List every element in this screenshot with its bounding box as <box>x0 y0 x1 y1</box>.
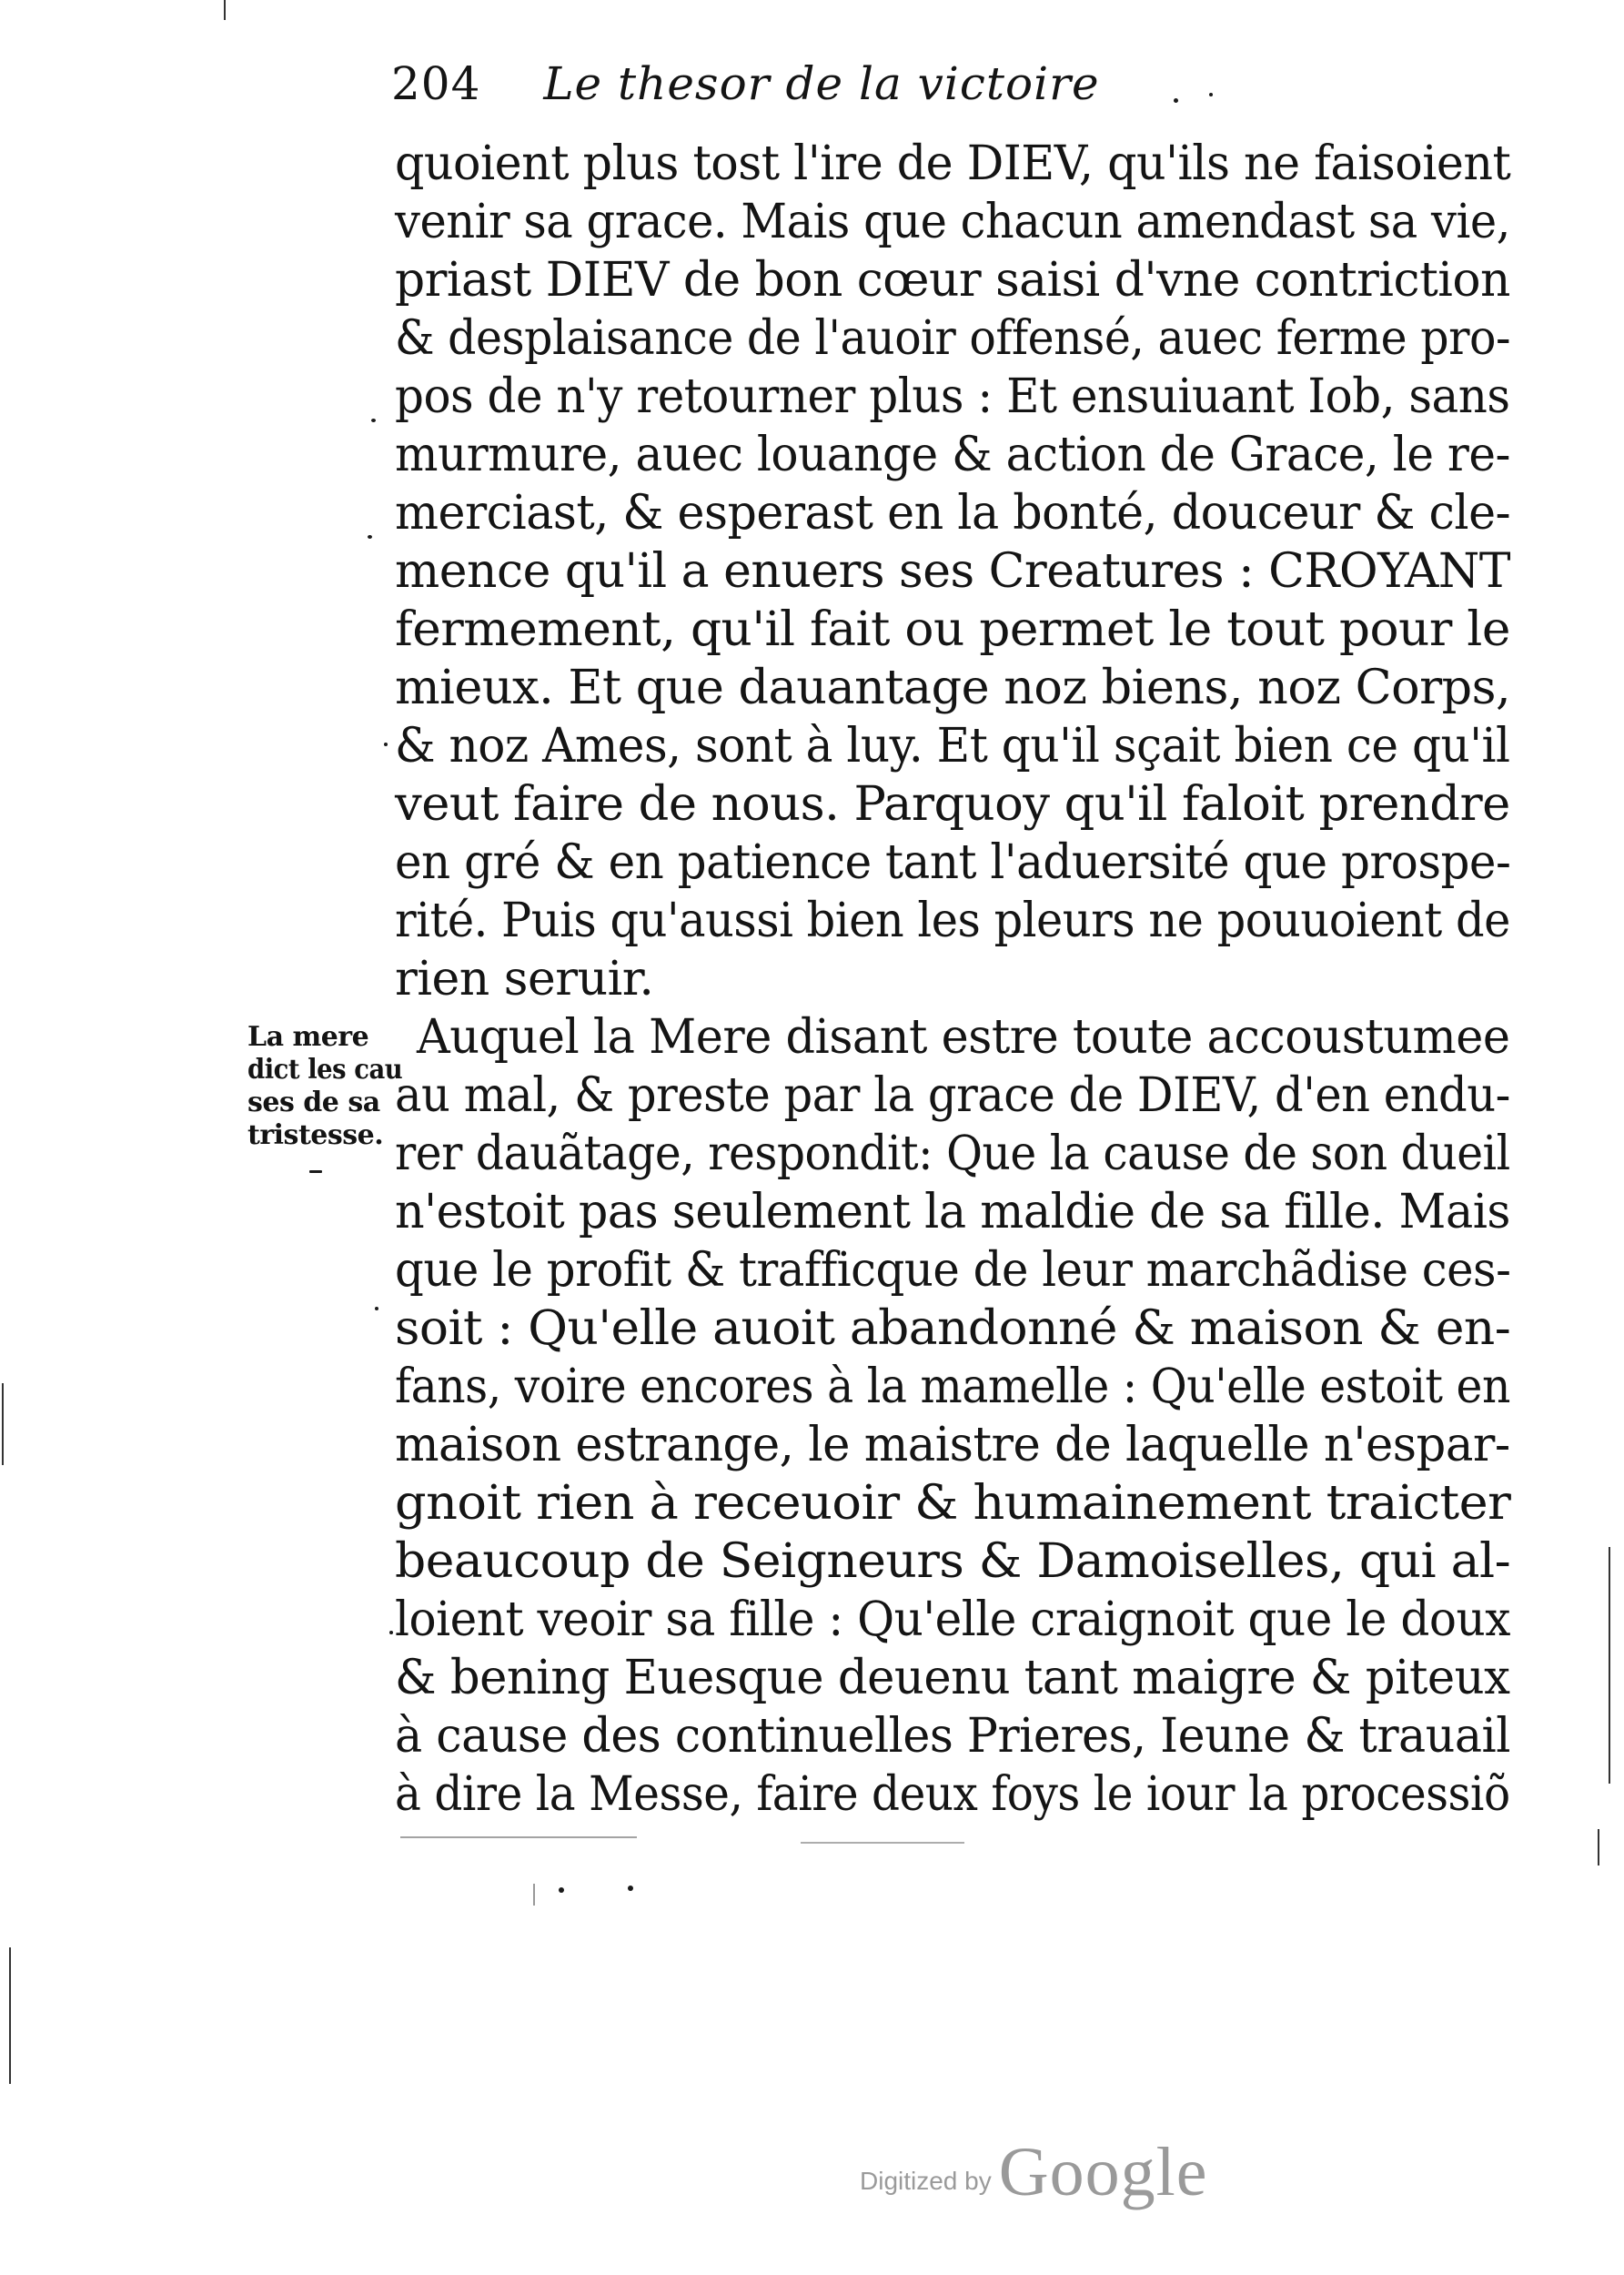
text-line: veut faire de nous. Parquoy qu'il faloit prendre <box>395 777 1510 832</box>
scan-mark <box>801 1842 964 1844</box>
running-title: Le thesor de la victoire <box>543 57 1100 110</box>
google-logo: Google <box>998 2134 1208 2210</box>
ink-speck <box>375 1307 378 1310</box>
text-line: au mal, & preste par la grace de DIEV, d'en endu- <box>395 1068 1510 1123</box>
scan-mark <box>1609 1547 1610 1784</box>
digitized-by-google-watermark <box>860 2133 1207 2212</box>
ink-speck <box>371 419 376 422</box>
margin-note-line: La mere <box>247 1021 369 1053</box>
text-line: en gré & en patience tant l'aduersité que prospe- <box>395 835 1511 890</box>
text-line: pos de n'y retourner plus : Et ensuiuant Iob, sans <box>395 369 1510 424</box>
margin-note-line: dict les cau <box>247 1054 403 1086</box>
scan-mark <box>9 1947 11 2084</box>
text-line: venir sa grace. Mais que chacun amendast sa vie, <box>395 195 1510 249</box>
scan-mark <box>224 0 226 20</box>
scan-mark <box>1598 1829 1599 1866</box>
text-line: maison estrange, le maistre de laquelle n'espar- <box>395 1418 1510 1472</box>
scan-mark <box>2 1383 4 1465</box>
ink-speck <box>628 1886 633 1891</box>
text-line: fermement, qu'il fait ou permet le tout pour le <box>395 602 1510 657</box>
text-line: fans, voire encores à la mamelle : Qu'elle estoit en <box>395 1360 1510 1414</box>
ink-speck <box>1174 98 1178 103</box>
ink-speck <box>559 1887 564 1893</box>
text-line: rer dauãtage, respondit: Que la cause de son dueil <box>395 1127 1510 1181</box>
text-line: mence qu'il a enuers ses Creatures : CROYANT <box>395 544 1510 599</box>
running-head <box>391 56 1100 111</box>
text-line: n'estoit pas seulement la maldie de sa fille. Mais <box>395 1185 1510 1239</box>
text-line: rien seruir. <box>395 952 654 1006</box>
text-line: à cause des continuelles Prieres, Ieune & trauail <box>395 1709 1510 1764</box>
ink-speck <box>309 1170 322 1173</box>
text-line: priast DIEV de bon cœur saisi d'vne contriction <box>395 253 1510 308</box>
scan-mark <box>533 1884 535 1906</box>
text-line: rité. Puis qu'aussi bien les pleurs ne pouuoient de <box>395 894 1510 948</box>
text-line: & bening Euesque deuenu tant maigre & piteux <box>395 1651 1510 1705</box>
ink-speck <box>368 535 372 539</box>
text-line: loient veoir sa fille : Qu'elle craignoit que le doux <box>395 1592 1510 1647</box>
text-line: & desplaisance de l'auoir offensé, auec ferme pro- <box>395 311 1511 366</box>
text-line: murmure, auec louange & action de Grace, le re- <box>395 428 1510 482</box>
ink-speck <box>1209 93 1213 96</box>
watermark-prefix: Digitized by <box>860 2167 992 2195</box>
text-line: soit : Qu'elle auoit abandonné & maison & en- <box>395 1301 1511 1356</box>
text-line: beaucoup de Seigneurs & Damoiselles, qui al- <box>395 1534 1511 1589</box>
text-line: mieux. Et que dauantage noz biens, noz Corps, <box>395 661 1511 715</box>
page-number: 204 <box>391 57 481 110</box>
text-line: quoient plus tost l'ire de DIEV, qu'ils ne faisoient <box>395 136 1511 191</box>
margin-note-line: tristesse. <box>247 1119 384 1151</box>
margin-note-line: ses de sa <box>247 1087 380 1118</box>
text-line: à dire la Messe, faire deux foys le iour la processiõ <box>395 1767 1510 1822</box>
ink-speck <box>389 1631 393 1634</box>
text-line: merciast, & esperast en la bonté, douceur & cle- <box>395 486 1511 541</box>
text-line: gnoit rien à receuoir & humainement traicter <box>395 1476 1511 1531</box>
scan-mark <box>400 1836 637 1838</box>
text-line: & noz Ames, sont à luy. Et qu'il sçait bien ce qu'il <box>395 719 1510 774</box>
ink-speck <box>384 743 388 746</box>
text-line: Auquel la Mere disant estre toute accoustumee <box>417 1010 1510 1065</box>
text-line: que le profit & trafficque de leur marchãdise ces- <box>395 1243 1511 1298</box>
